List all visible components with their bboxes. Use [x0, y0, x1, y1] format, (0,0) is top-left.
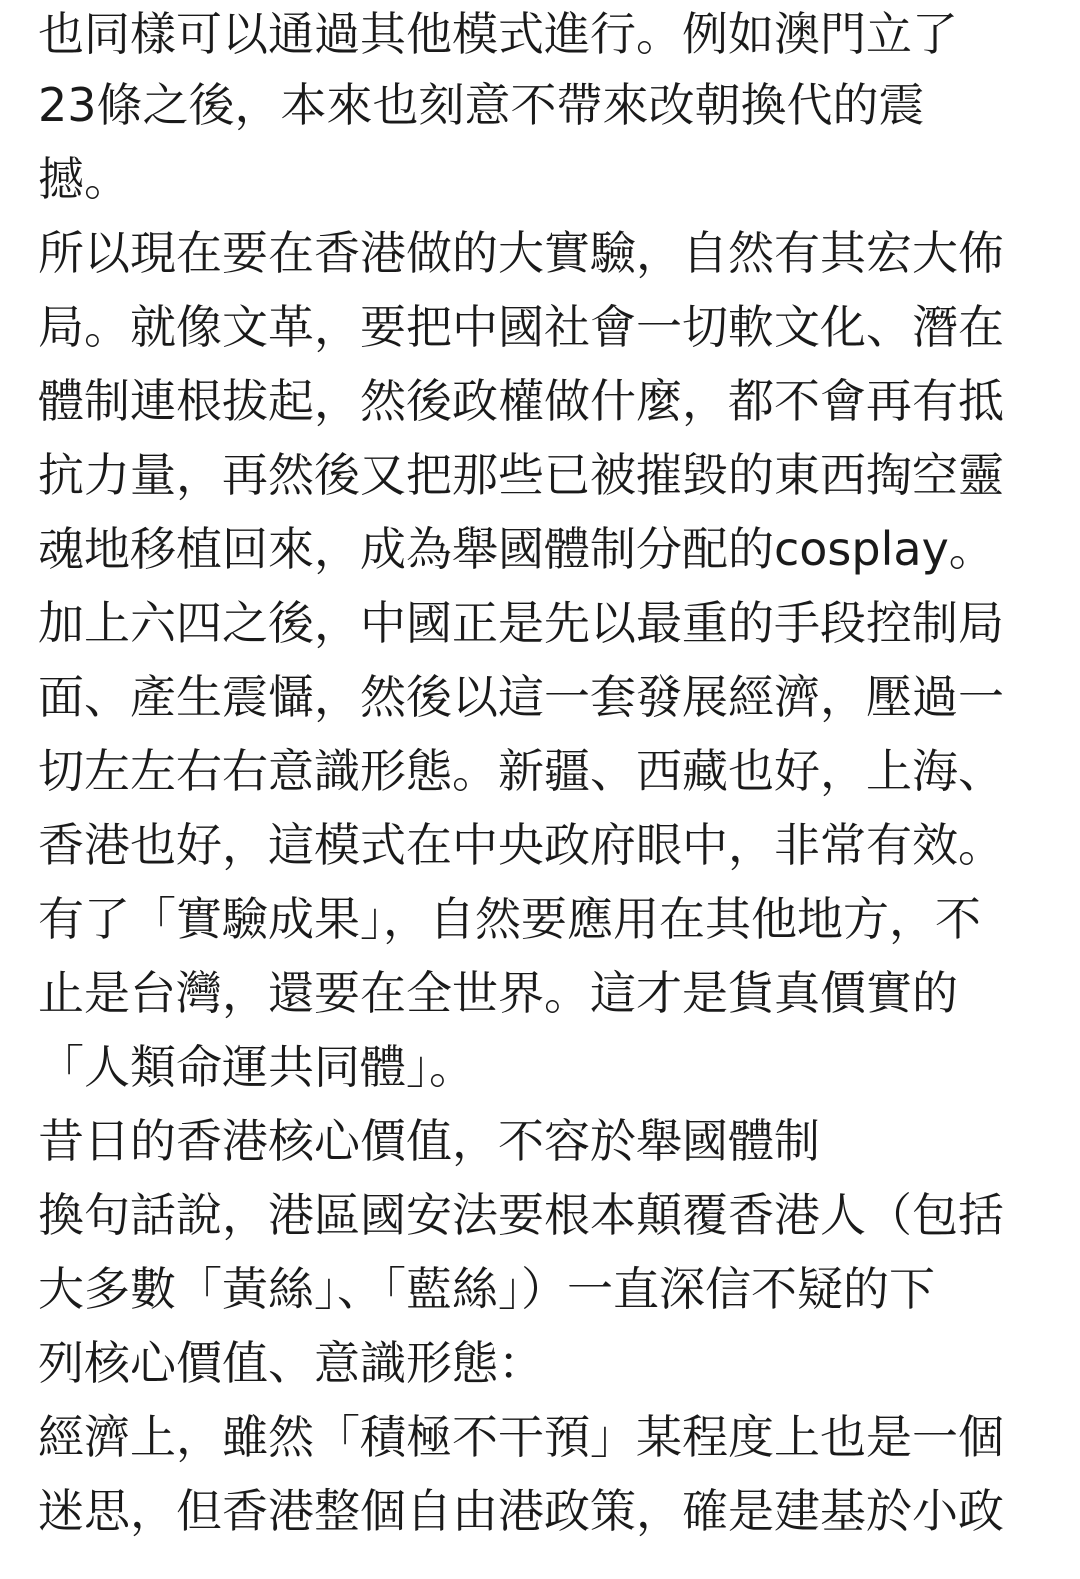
- section-heading: 昔日的香港核心價值，不容於舉國體制: [38, 1114, 820, 1168]
- article-line: 加上六四之後，中國正是先以最重的手段控制局: [38, 596, 1004, 650]
- article-line: 列核心價值、意識形態：: [38, 1336, 544, 1390]
- article-line: 迷思，但香港整個自由港政策，確是建基於小政: [38, 1484, 1004, 1538]
- article-line: 局。就像文革，要把中國社會一切軟文化、潛在: [38, 300, 1004, 354]
- article-line: 有了「實驗成果」，自然要應用在其他地方，不: [38, 892, 981, 946]
- article-line: 經濟上，雖然「積極不干預」某程度上也是一個: [38, 1410, 1004, 1464]
- article-line: 止是台灣，還要在全世界。這才是貨真價實的: [38, 966, 958, 1020]
- article-line: 體制連根拔起，然後政權做什麼，都不會再有抵: [38, 374, 1004, 428]
- article-line: 換句話說，港區國安法要根本顛覆香港人（包括: [38, 1188, 1004, 1242]
- article-line: 香港也好，這模式在中央政府眼中，非常有效。: [38, 818, 1004, 872]
- article-line: 「人類命運共同體」。: [38, 1040, 475, 1094]
- article-line: 大多數「黃絲」、「藍絲」）一直深信不疑的下: [38, 1262, 935, 1316]
- article-line: 所以現在要在香港做的大實驗，自然有其宏大佈: [38, 226, 1004, 280]
- article-line: 魂地移植回來，成為舉國體制分配的cosplay。: [38, 522, 995, 576]
- article-body: [38, 0, 1048, 1548]
- article-line: 面、產生震懾，然後以這一套發展經濟，壓過一: [38, 670, 1004, 724]
- article-line: 23條之後，本來也刻意不帶來改朝換代的震: [38, 78, 925, 132]
- article-line: 抗力量，再然後又把那些已被摧毀的東西掏空靈: [38, 448, 1004, 502]
- article-line: 撼。: [38, 152, 130, 206]
- article-line: 切左左右右意識形態。新疆、西藏也好，上海、: [38, 744, 1004, 798]
- article-line: 也同樣可以通過其他模式進行。例如澳門立了: [38, 7, 958, 61]
